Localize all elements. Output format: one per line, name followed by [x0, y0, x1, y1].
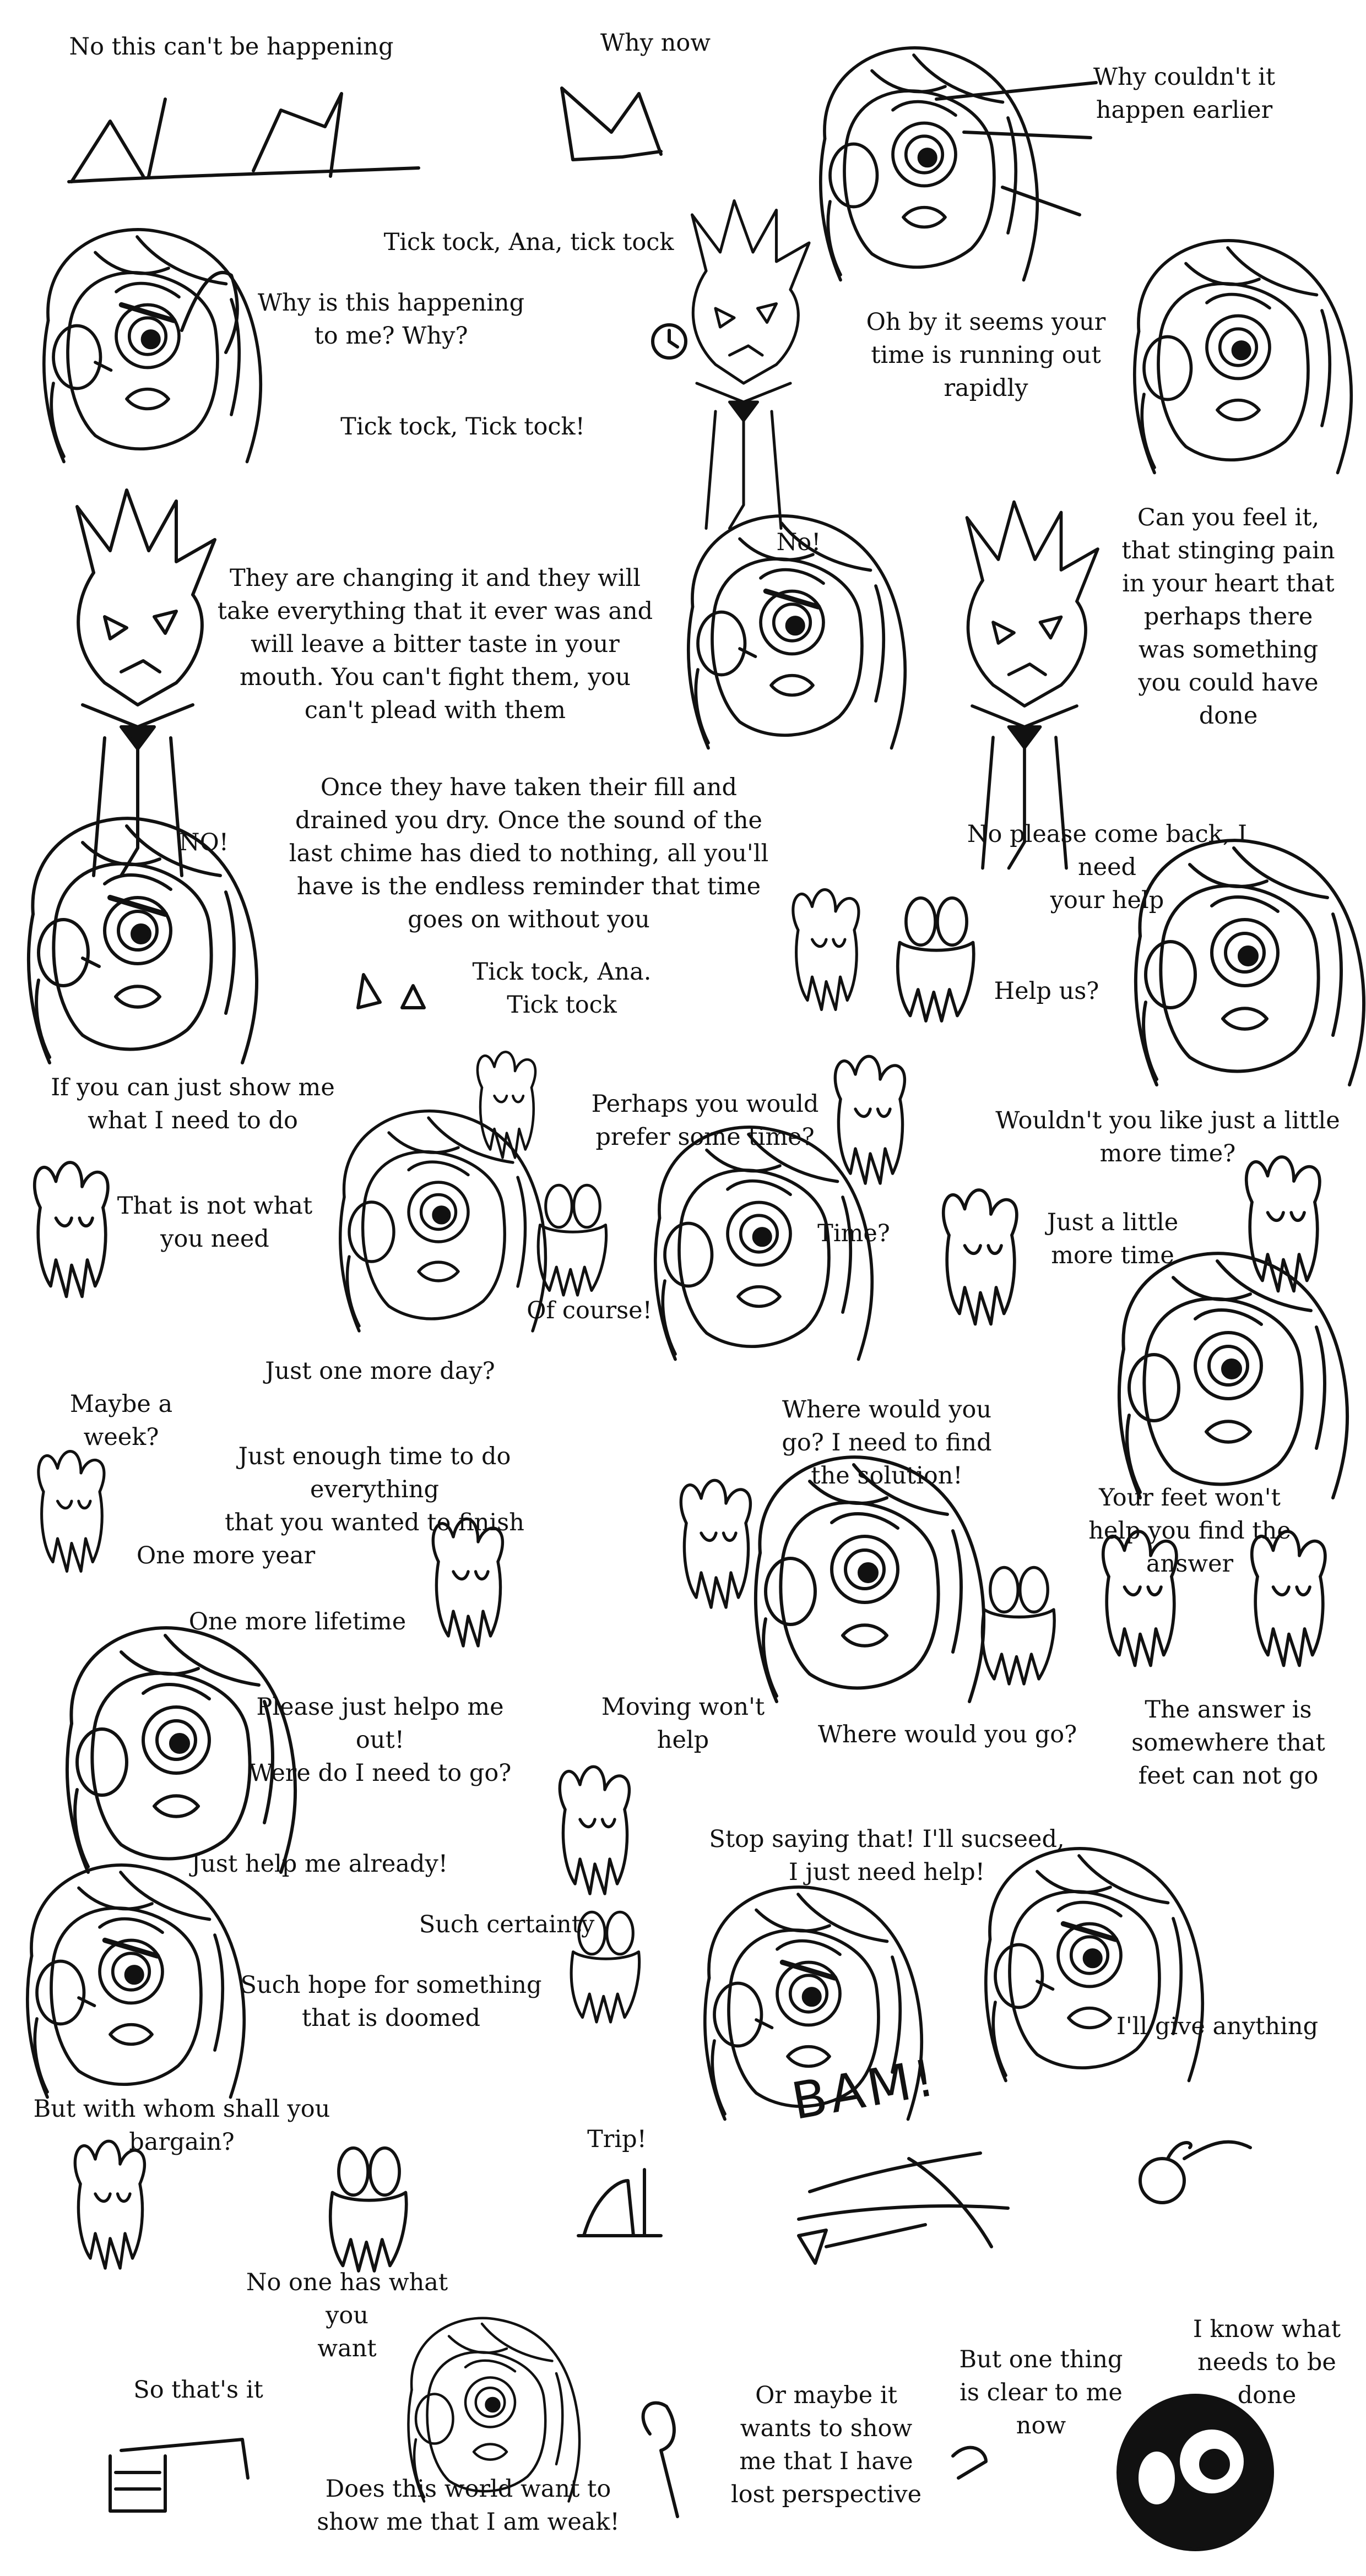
caption-such-certainty: Such certainty — [419, 1911, 595, 1938]
caption-but-one-thing-is-clear: But one thing is clear to me now — [959, 2346, 1123, 2439]
caption-lost-perspective: Or maybe it wants to show me that I have lost perspective — [730, 2382, 922, 2508]
caption-does-this-world-want: Does this world want to show me that I am weak! — [317, 2475, 620, 2536]
caption-no-please-come-back: No please come back, I need your help — [967, 820, 1248, 914]
caption-no-shout: NO! — [178, 829, 229, 856]
caption-that-is-not-what-you-need: That is not what you need — [117, 1192, 313, 1253]
caption-ill-give-anything: I'll give anything — [1116, 2013, 1319, 2040]
caption-your-feet-wont-help: Your feet won't help you find the answer — [1088, 1484, 1291, 1578]
caption-no: No! — [776, 529, 821, 556]
caption-time: Time? — [817, 1220, 890, 1247]
caption-just-a-little-more-time-question: Wouldn't you like just a little more time? — [995, 1107, 1340, 1167]
caption-no-one-has-what-you-want: No one has what you want — [246, 2269, 448, 2362]
caption-bam-sound-effect: BAM! — [787, 2047, 942, 2132]
caption-no-this-cant-be-happening: No this can't be happening — [69, 33, 394, 61]
caption-just-help-me-already: Just help me already! — [191, 1850, 448, 1878]
caption-just-enough-time: Just enough time to do everything that you wanted to finish — [225, 1443, 524, 1536]
caption-where-would-you-go: Where would you go? — [817, 1721, 1077, 1748]
caption-why-is-this-happening: Why is this happening to me? Why? — [257, 289, 525, 350]
caption-with-whom-shall-you-bargain: But with whom shall you bargain? — [33, 2095, 330, 2156]
caption-trip: Trip! — [587, 2126, 647, 2153]
caption-just-a-little-more-time: Just a little more time — [1047, 1209, 1179, 1269]
caption-please-just-help-me-out: Please just helpo me out! Were do I need to go? — [248, 1693, 512, 1787]
caption-tick-tock-ana: Tick tock, Ana. Tick tock — [472, 958, 652, 1019]
caption-tick-tock-ana-tick-tock: Tick tock, Ana, tick tock — [383, 229, 674, 256]
caption-so-thats-it: So that's it — [133, 2376, 263, 2404]
caption-they-are-changing-it: They are changing it and they will take everything that it ever was and will leave a bitter taste in your mouth. You can't fight them, you can't plead with them — [217, 564, 653, 724]
caption-moving-wont-help: Moving won't help — [601, 1693, 765, 1754]
caption-why-now: Why now — [600, 29, 711, 57]
caption-the-answer-is-somewhere: The answer is somewhere that feet can not go — [1131, 1696, 1325, 1790]
caption-stop-saying-that: Stop saying that! I'll sucseed, I just need help! — [709, 1825, 1065, 1886]
caption-time-running-out: Oh by it seems your time is running out rapidly — [866, 308, 1106, 402]
caption-why-couldnt-it-happen-earlier: Why couldn't it happen earlier — [1093, 63, 1276, 124]
caption-once-they-have-taken: Once they have taken their fill and drained you dry. Once the sound of the last chime has died to nothing, all you'll have is the endless reminder that time goes on without you — [289, 774, 769, 933]
caption-one-more-year: One more year — [136, 1542, 316, 1569]
caption-just-one-more-day: Just one more day? — [265, 1357, 495, 1385]
caption-such-hope: Such hope for something that is doomed — [240, 1971, 542, 2032]
caption-help-us: Help us? — [994, 977, 1099, 1005]
caption-prefer-some-time: Perhaps you would prefer some time? — [591, 1090, 819, 1151]
caption-if-you-can-just-show-me: If you can just show me what I need to do — [51, 1074, 335, 1134]
caption-maybe-a-week: Maybe a week? — [69, 1390, 173, 1451]
caption-one-more-lifetime: One more lifetime — [188, 1608, 406, 1635]
caption-where-would-you-go-solution: Where would you go? I need to find the solution! — [782, 1396, 992, 1490]
caption-tick-tock-tick-tock: Tick tock, Tick tock! — [340, 413, 585, 441]
caption-i-know-what-needs-to-be-done: I know what needs to be done — [1192, 2316, 1341, 2409]
caption-can-you-feel-it: Can you feel it, that stinging pain in your heart that perhaps there was something you could have done — [1121, 504, 1335, 730]
caption-of-course: Of course! — [527, 1297, 652, 1324]
